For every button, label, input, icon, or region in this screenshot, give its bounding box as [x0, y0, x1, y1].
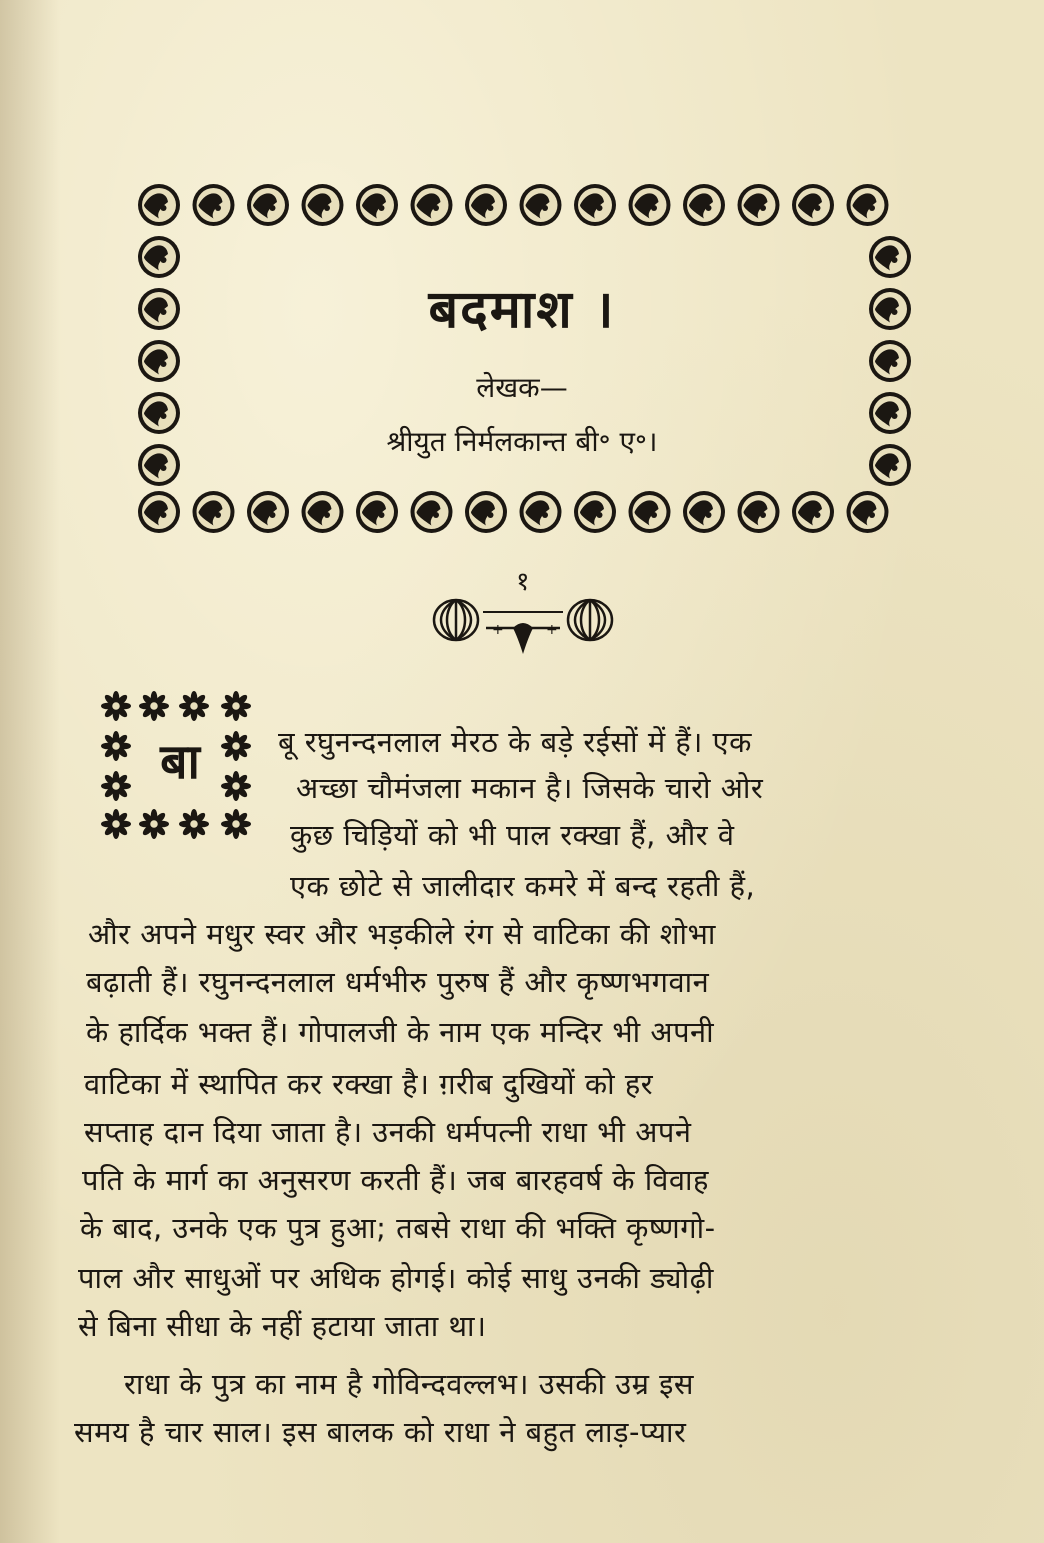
- svg-text:+: +: [492, 622, 504, 638]
- body-line-15: समय है चार साल। इस बालक को राधा ने बहुत लाड़-प्यार: [74, 1415, 687, 1449]
- svg-text:+: +: [546, 622, 558, 638]
- ornamental-title-frame: [135, 175, 920, 540]
- page-gutter-shadow: [0, 0, 60, 1543]
- body-line-1: बू रघुनन्दनलाल मेरठ के बड़े रईसों में हैं। एक: [278, 725, 752, 759]
- chapter-number: १: [516, 567, 530, 597]
- author-name: श्रीयुत निर्मलकान्त बी॰ ए॰।: [386, 425, 658, 458]
- dropcap-block: [96, 690, 266, 840]
- body-line-7: के हार्दिक भक्त हैं। गोपालजी के नाम एक मन्दिर भी अपनी: [86, 1015, 715, 1049]
- body-line-14: राधा के पुत्र का नाम है गोविन्दवल्लभ। उसकी उम्र इस: [124, 1367, 694, 1401]
- chapter-ornament-icon: [428, 580, 618, 660]
- body-line-13: से बिना सीधा के नहीं हटाया जाता था।: [78, 1309, 487, 1343]
- author-label: लेखक—: [476, 371, 568, 404]
- body-line-4: एक छोटे से जालीदार कमरे में बन्द रहती हैं,: [290, 869, 756, 903]
- body-line-10: पति के मार्ग का अनुसरण करती हैं। जब बारहवर्ष के विवाह: [82, 1163, 709, 1197]
- ornament-border-graphic: [135, 175, 920, 540]
- body-line-8: वाटिका में स्थापित कर रक्खा है। ग़रीब दुखियों को हर: [84, 1067, 654, 1101]
- dropcap-letter: बा: [160, 734, 200, 790]
- story-title: बदमाश ।: [428, 280, 616, 340]
- body-line-12: पाल और साधुओं पर अधिक होगई। कोई साधु उनकी ड्योढ़ी: [78, 1261, 714, 1295]
- body-line-2: अच्छा चौमंजला मकान है। जिसके चारो ओर: [296, 771, 764, 805]
- body-line-6: बढ़ाती हैं। रघुनन्दनलाल धर्मभीरु पुरुष हैं और कृष्णभगवान: [86, 965, 710, 999]
- body-line-9: सप्ताह दान दिया जाता है। उनकी धर्मपत्नी राधा भी अपने: [84, 1115, 692, 1149]
- body-line-5: और अपने मधुर स्वर और भड़कीले रंग से वाटिका की शोभा: [88, 917, 716, 951]
- body-line-3: कुछ चिड़ियों को भी पाल रक्खा हैं, और वे: [290, 818, 735, 852]
- body-line-11: के बाद, उनके एक पुत्र हुआ; तबसे राधा की भक्ति कृष्णगो-: [80, 1211, 716, 1245]
